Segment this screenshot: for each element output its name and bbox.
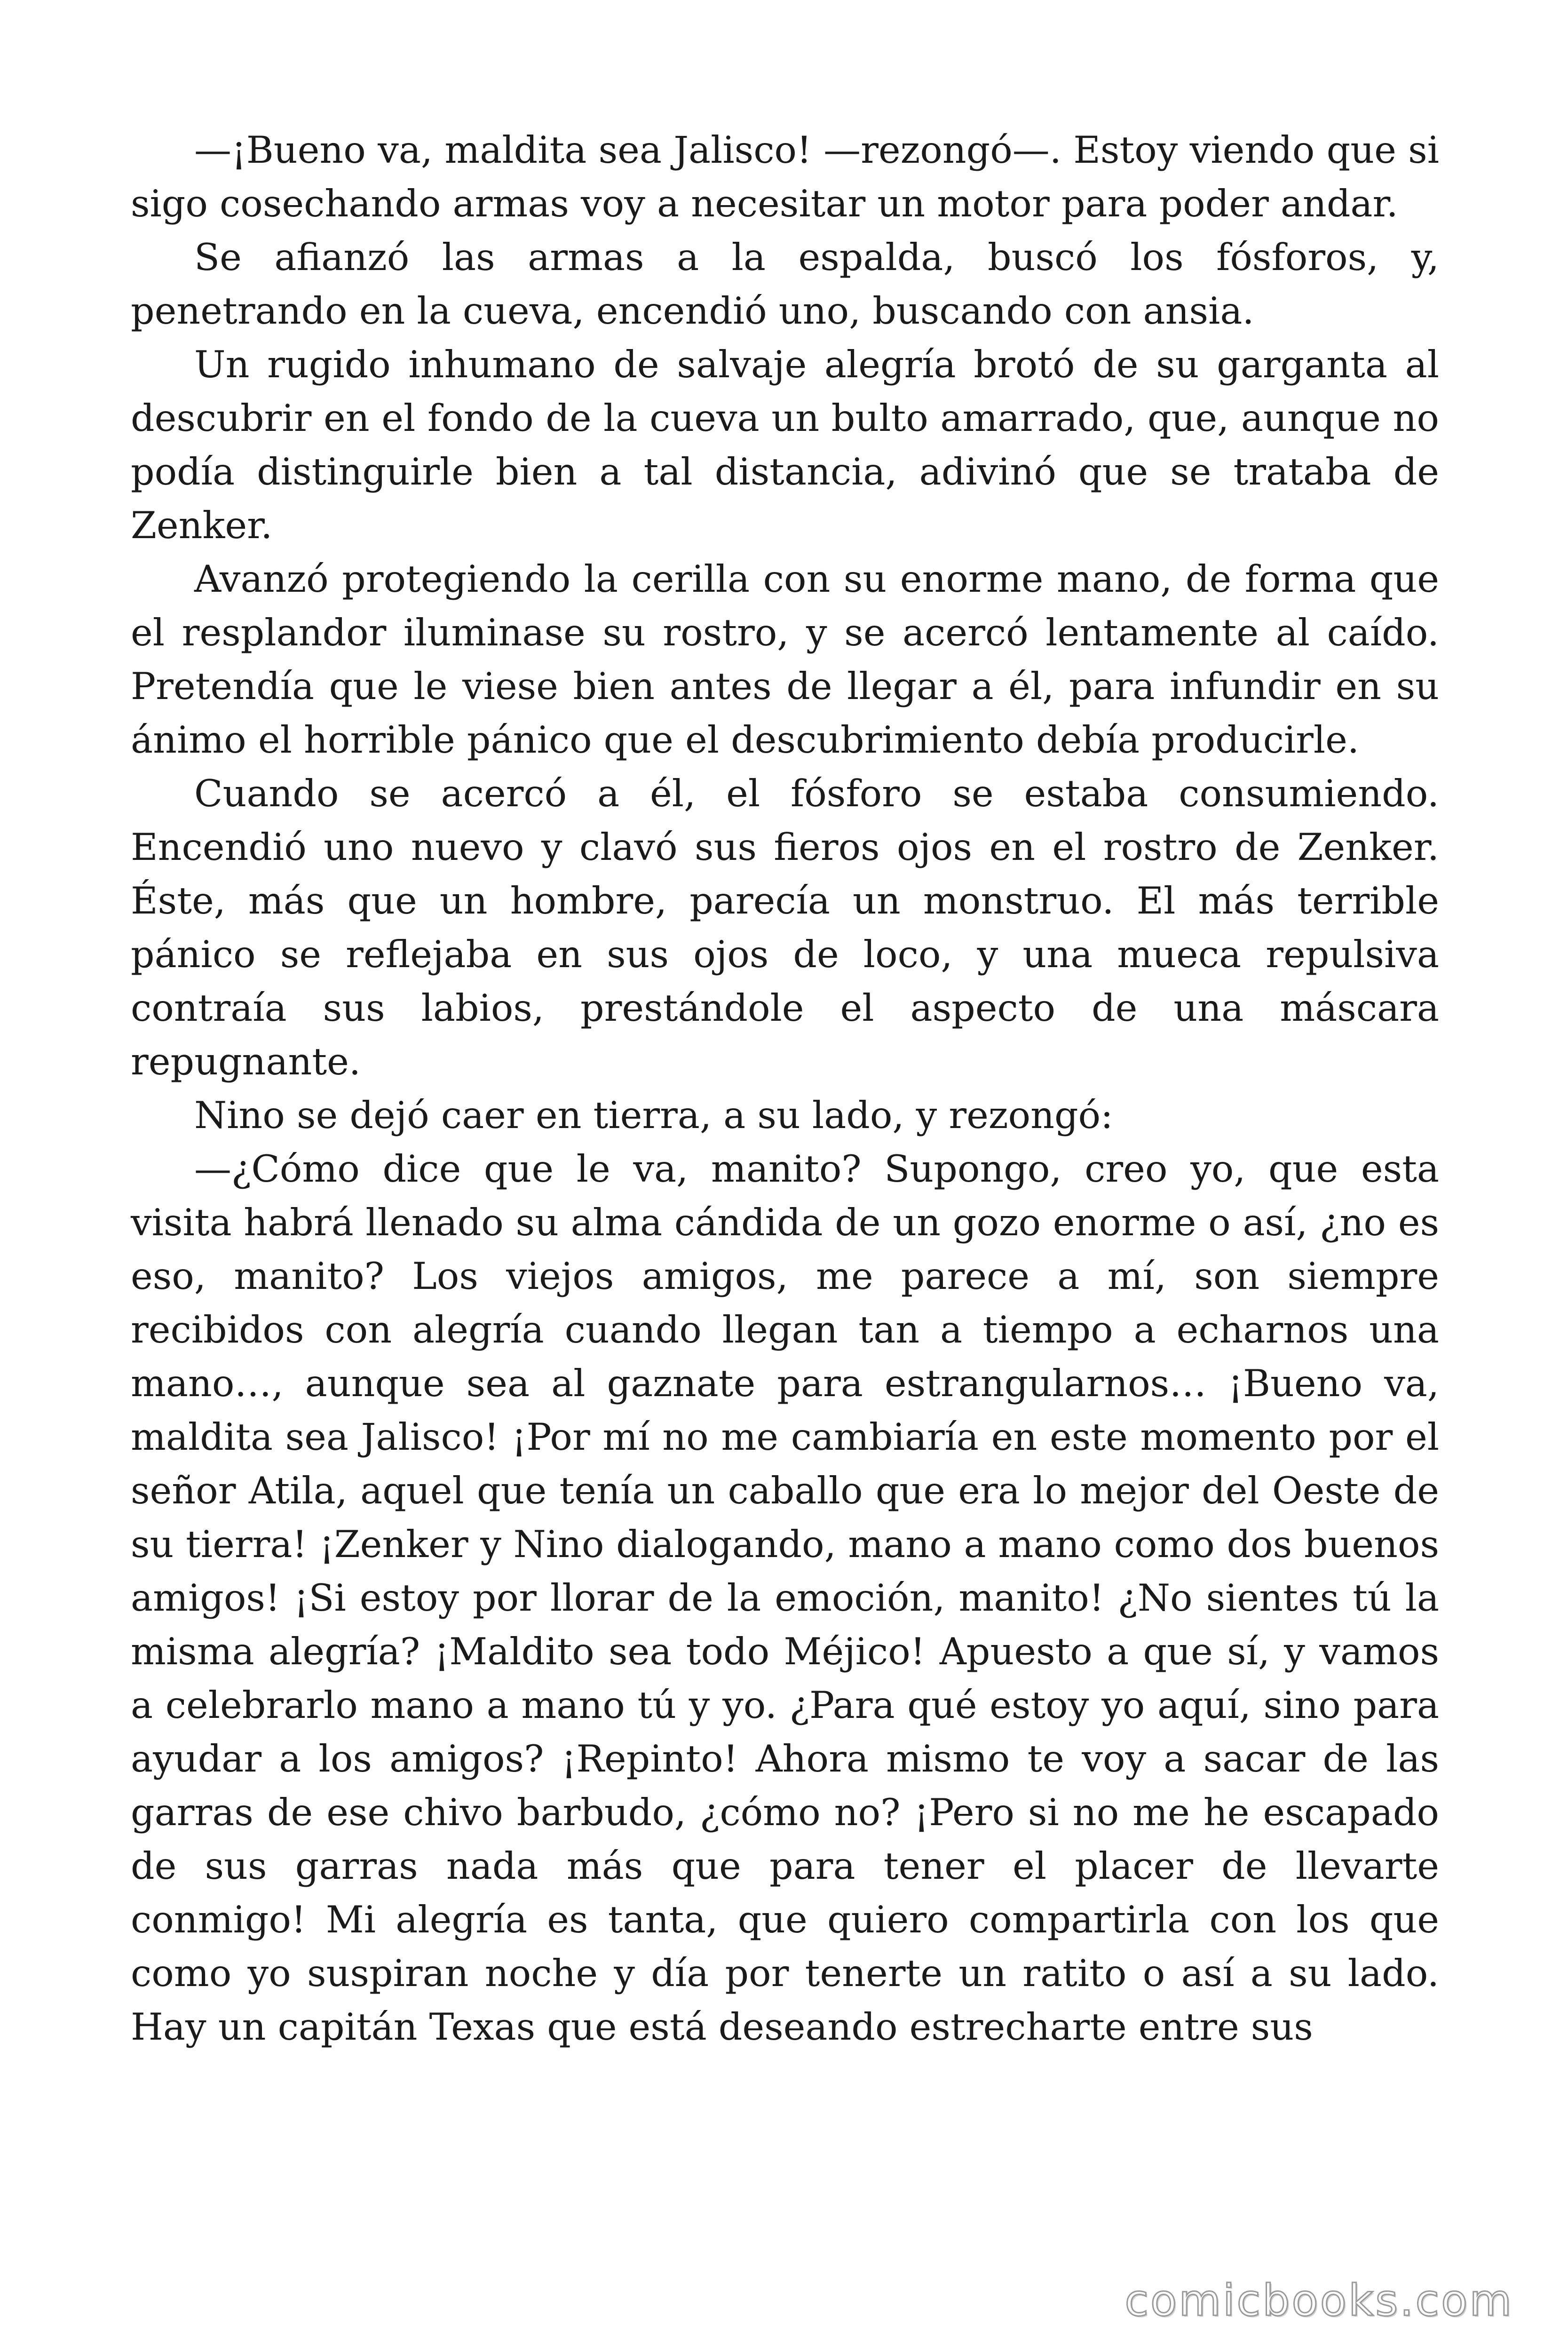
watermark-logo: comicbooks.com bbox=[1125, 2275, 1513, 2326]
paragraph: Nino se dejó caer en tierra, a su lado, y rezongó: bbox=[194, 1094, 1113, 1137]
paragraph: Avanzó protegiendo la cerilla con su enorme mano, de forma que el resplandor iluminase su rostro, y se acercó lentamente al caído. Pretendía que le viese bien antes de llegar a él, para infundir en su ánimo el horrible pánico que el descubrimiento debía producirle. bbox=[131, 557, 1439, 762]
paragraph: Cuando se acercó a él, el fósforo se estaba consumiendo. Encendió uno nuevo y clavó sus fieros ojos en el rostro de Zenker. Éste, más que un hombre, parecía un monstruo. El más terrible pánico se reflejaba en sus ojos de loco, y una mueca repulsiva contraía sus labios, prestándole el aspecto de una máscara repugnante. bbox=[131, 772, 1439, 1083]
paragraph: Se afianzó las armas a la espalda, buscó los fósforos, y, penetrando en la cueva, encendió uno, buscando con ansia. bbox=[131, 236, 1439, 333]
paragraph: Un rugido inhumano de salvaje alegría brotó de su garganta al descubrir en el fondo de la cueva un bulto amarrado, que, aunque no podía distinguirle bien a tal distancia, adivinó que se trataba de Zenker. bbox=[131, 343, 1439, 547]
page-body bbox=[131, 123, 1439, 2054]
paragraph: —¿Cómo dice que le va, manito? Supongo, creo yo, que esta visita habrá llenado su alma cándida de un gozo enorme o así, ¿no es eso, manito? Los viejos amigos, me parece a mí, son siempre recibidos con alegría cuando llegan tan a tiempo a echarnos una mano…, aunque sea al gaznate para estrangularnos… ¡Bueno va, maldita sea Jalisco! ¡Por mí no me cambiaría en este momento por el señor Atila, aquel que tenía un caballo que era lo mejor del Oeste de su tierra! ¡Zenker y Nino dialogando, mano a mano como dos buenos amigos! ¡Si estoy por llorar de la emoción, manito! ¿No sientes tú la misma alegría? ¡Maldito sea todo Méjico! Apuesto a que sí, y vamos a celebrarlo mano a mano tú y yo. ¿Para qué estoy yo aquí, sino para ayudar a los amigos? ¡Repinto! Ahora mismo te voy a sacar de las garras de ese chivo barbudo, ¿cómo no? ¡Pero si no me he escapado de sus garras nada más que para tener el placer de llevarte conmigo! Mi alegría es tanta, que quiero compartirla con los que como yo suspiran noche y día por tenerte un ratito o así a su lado. Hay un capitán Texas que está deseando estrecharte entre sus bbox=[131, 1147, 1439, 2049]
paragraph: —¡Bueno va, maldita sea Jalisco! —rezongó—. Estoy viendo que si sigo cosechando armas voy a necesitar un motor para poder andar. bbox=[131, 128, 1439, 225]
